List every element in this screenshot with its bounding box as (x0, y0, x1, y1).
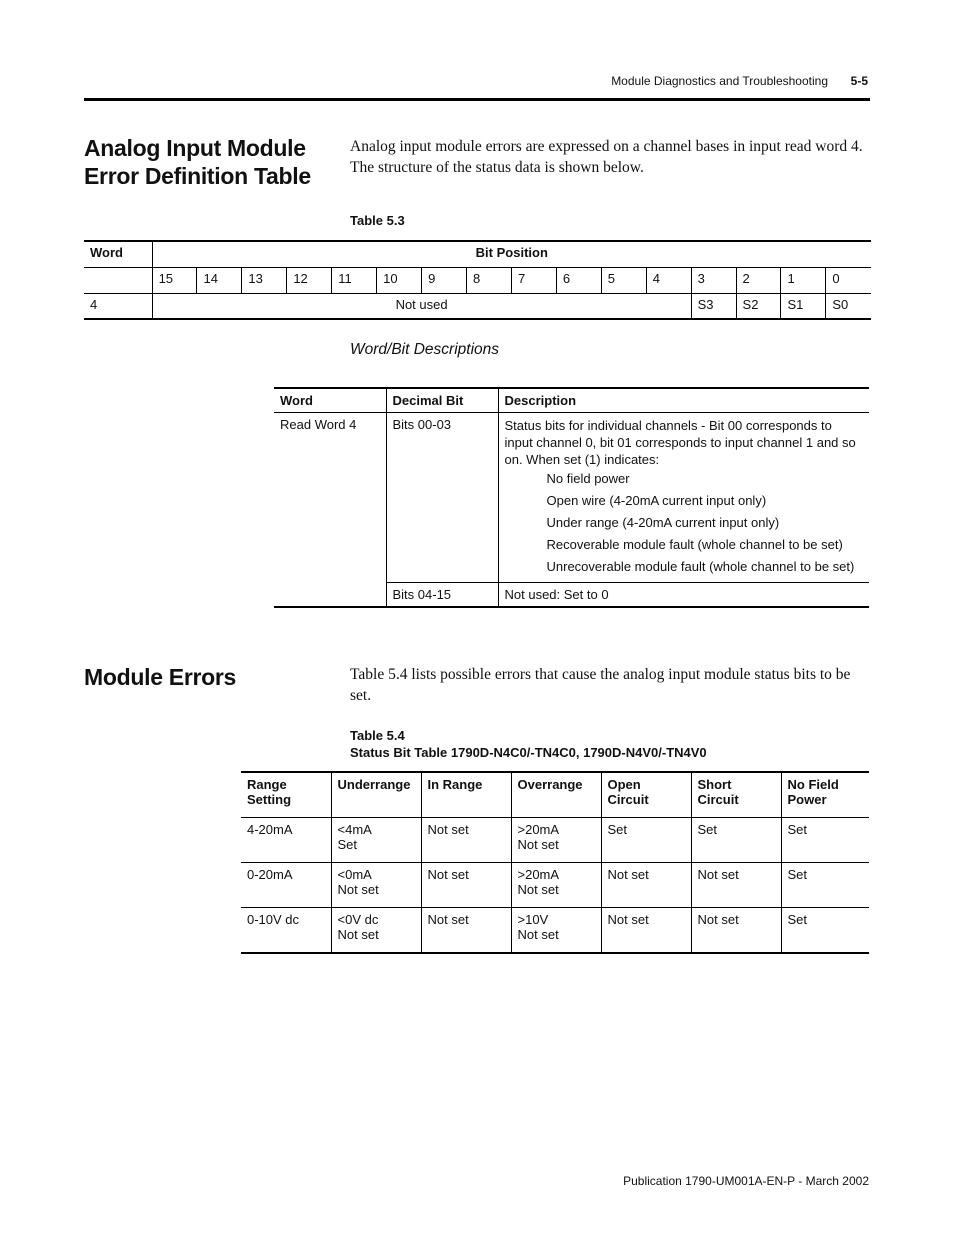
table54-caption (350, 727, 707, 761)
bit-cell: 2 (736, 267, 781, 293)
section2-intro: Table 5.4 lists possible errors that cause the analog input module status bits to be set. (350, 666, 851, 704)
desc-list-item: Unrecoverable module fault (whole channel to be set) (546, 559, 855, 574)
table54-header-cell: Open Circuit (601, 772, 691, 818)
desc-list-item: No field power (546, 471, 630, 486)
table54-header-cell: Underrange (331, 772, 421, 818)
bit-cell: 8 (467, 267, 512, 293)
desc-list-item: Under range (4-20mA current input only) (546, 515, 780, 530)
table53-empty-cell (84, 267, 152, 293)
desc-col-word: Word (274, 388, 386, 413)
table54-cell: Not set (691, 908, 781, 954)
table54-cell: <0V dc Not set (331, 908, 421, 954)
table54-header-cell: Overrange (511, 772, 601, 818)
table-row (241, 818, 869, 863)
table54-header-cell: In Range (421, 772, 511, 818)
status-bit-cell: S0 (826, 293, 871, 319)
section-heading-module-errors: Module Errors (84, 664, 237, 690)
desc-description-cell (498, 413, 869, 583)
page-number: 5-5 (850, 74, 868, 88)
section1-intro: Analog input module errors are expressed on a channel bases in input read word 4. The structure of the status data is shown below. (350, 138, 863, 176)
status-bit-cell: S2 (736, 293, 781, 319)
table53-col-word: Word (84, 241, 152, 267)
bit-cell: 11 (332, 267, 377, 293)
table53-not-used: Not used (152, 293, 691, 319)
bit-cell: 5 (601, 267, 646, 293)
desc-list-item: Recoverable module fault (whole channel to be set) (546, 537, 843, 552)
table54-cell: 0-10V dc (241, 908, 331, 954)
publication-footer: Publication 1790-UM001A-EN-P - March 2002 (623, 1174, 869, 1188)
table54-header-row (241, 772, 869, 818)
desc-description-cell: Not used: Set to 0 (498, 583, 869, 608)
table54-header-cell: Short Circuit (691, 772, 781, 818)
table54-cell: Not set (601, 863, 691, 908)
running-header-title: Module Diagnostics and Troubleshooting (611, 74, 828, 88)
table54-cell: >20mA Not set (511, 863, 601, 908)
table54-cell: >10V Not set (511, 908, 601, 954)
table54-cell: Set (781, 908, 869, 954)
table54-header-cell: No Field Power (781, 772, 869, 818)
table54-cell: <0mA Not set (331, 863, 421, 908)
table54-cell: 0-20mA (241, 863, 331, 908)
table54-header-cell: Range Setting (241, 772, 331, 818)
table54-cell: Set (781, 818, 869, 863)
table54-cell: Not set (691, 863, 781, 908)
table54-cell: <4mA Set (331, 818, 421, 863)
table54-cell: Set (781, 863, 869, 908)
table53-caption: Table 5.3 (350, 213, 405, 228)
table-5-4 (241, 771, 869, 954)
bit-cell: 4 (646, 267, 691, 293)
table54-cell: Not set (421, 863, 511, 908)
table54-caption-number: Table 5.4 (350, 728, 405, 743)
bit-cell: 13 (242, 267, 287, 293)
table-row (241, 908, 869, 954)
word-bit-descriptions-table (274, 387, 869, 608)
table54-cell: Not set (601, 908, 691, 954)
desc-col-decimal-bit: Decimal Bit (386, 388, 498, 413)
table-5-3 (84, 240, 871, 320)
table53-data-row (84, 293, 871, 319)
bit-cell: 0 (826, 267, 871, 293)
desc-description-text: Status bits for individual channels - Bit 00 corresponds to input channel 0, bit 01 corresponds to input channel 1 and so on. When set (1) indicates: (504, 418, 856, 467)
status-bit-cell: S1 (781, 293, 826, 319)
bit-cell: 15 (152, 267, 197, 293)
table54-cell: Not set (421, 908, 511, 954)
table53-header-row (84, 241, 871, 267)
table54-cell: 4-20mA (241, 818, 331, 863)
table-row (241, 863, 869, 908)
section-heading-error-definition: Analog Input Module Error Definition Table (84, 135, 311, 189)
status-bit-cell: S3 (691, 293, 736, 319)
bit-cell: 6 (556, 267, 601, 293)
desc-bits-cell: Bits 00-03 (386, 413, 498, 583)
table54-cell: Set (691, 818, 781, 863)
table54-cell: Set (601, 818, 691, 863)
bit-cell: 12 (287, 267, 332, 293)
word-bit-descriptions-title: Word/Bit Descriptions (350, 341, 500, 358)
bit-cell: 14 (197, 267, 242, 293)
table53-bit-row (84, 267, 871, 293)
bit-cell: 1 (781, 267, 826, 293)
table54-caption-title: Status Bit Table 1790D-N4C0/-TN4C0, 1790D-N4V0/-TN4V0 (350, 745, 707, 760)
desc-bits-cell: Bits 04-15 (386, 583, 498, 608)
table54-cell: Not set (421, 818, 511, 863)
bit-cell: 10 (377, 267, 422, 293)
desc-col-description: Description (498, 388, 869, 413)
table54-cell: >20mA Not set (511, 818, 601, 863)
bit-cell: 7 (511, 267, 556, 293)
running-header (84, 74, 870, 101)
desc-word-cell: Read Word 4 (274, 413, 386, 608)
descriptions-row (274, 413, 869, 583)
bit-cell: 9 (422, 267, 467, 293)
table53-col-bitposition: Bit Position (152, 241, 871, 267)
table53-word-value: 4 (84, 293, 152, 319)
bit-cell: 3 (691, 267, 736, 293)
desc-list-item: Open wire (4-20mA current input only) (546, 493, 767, 508)
descriptions-header-row (274, 388, 869, 413)
